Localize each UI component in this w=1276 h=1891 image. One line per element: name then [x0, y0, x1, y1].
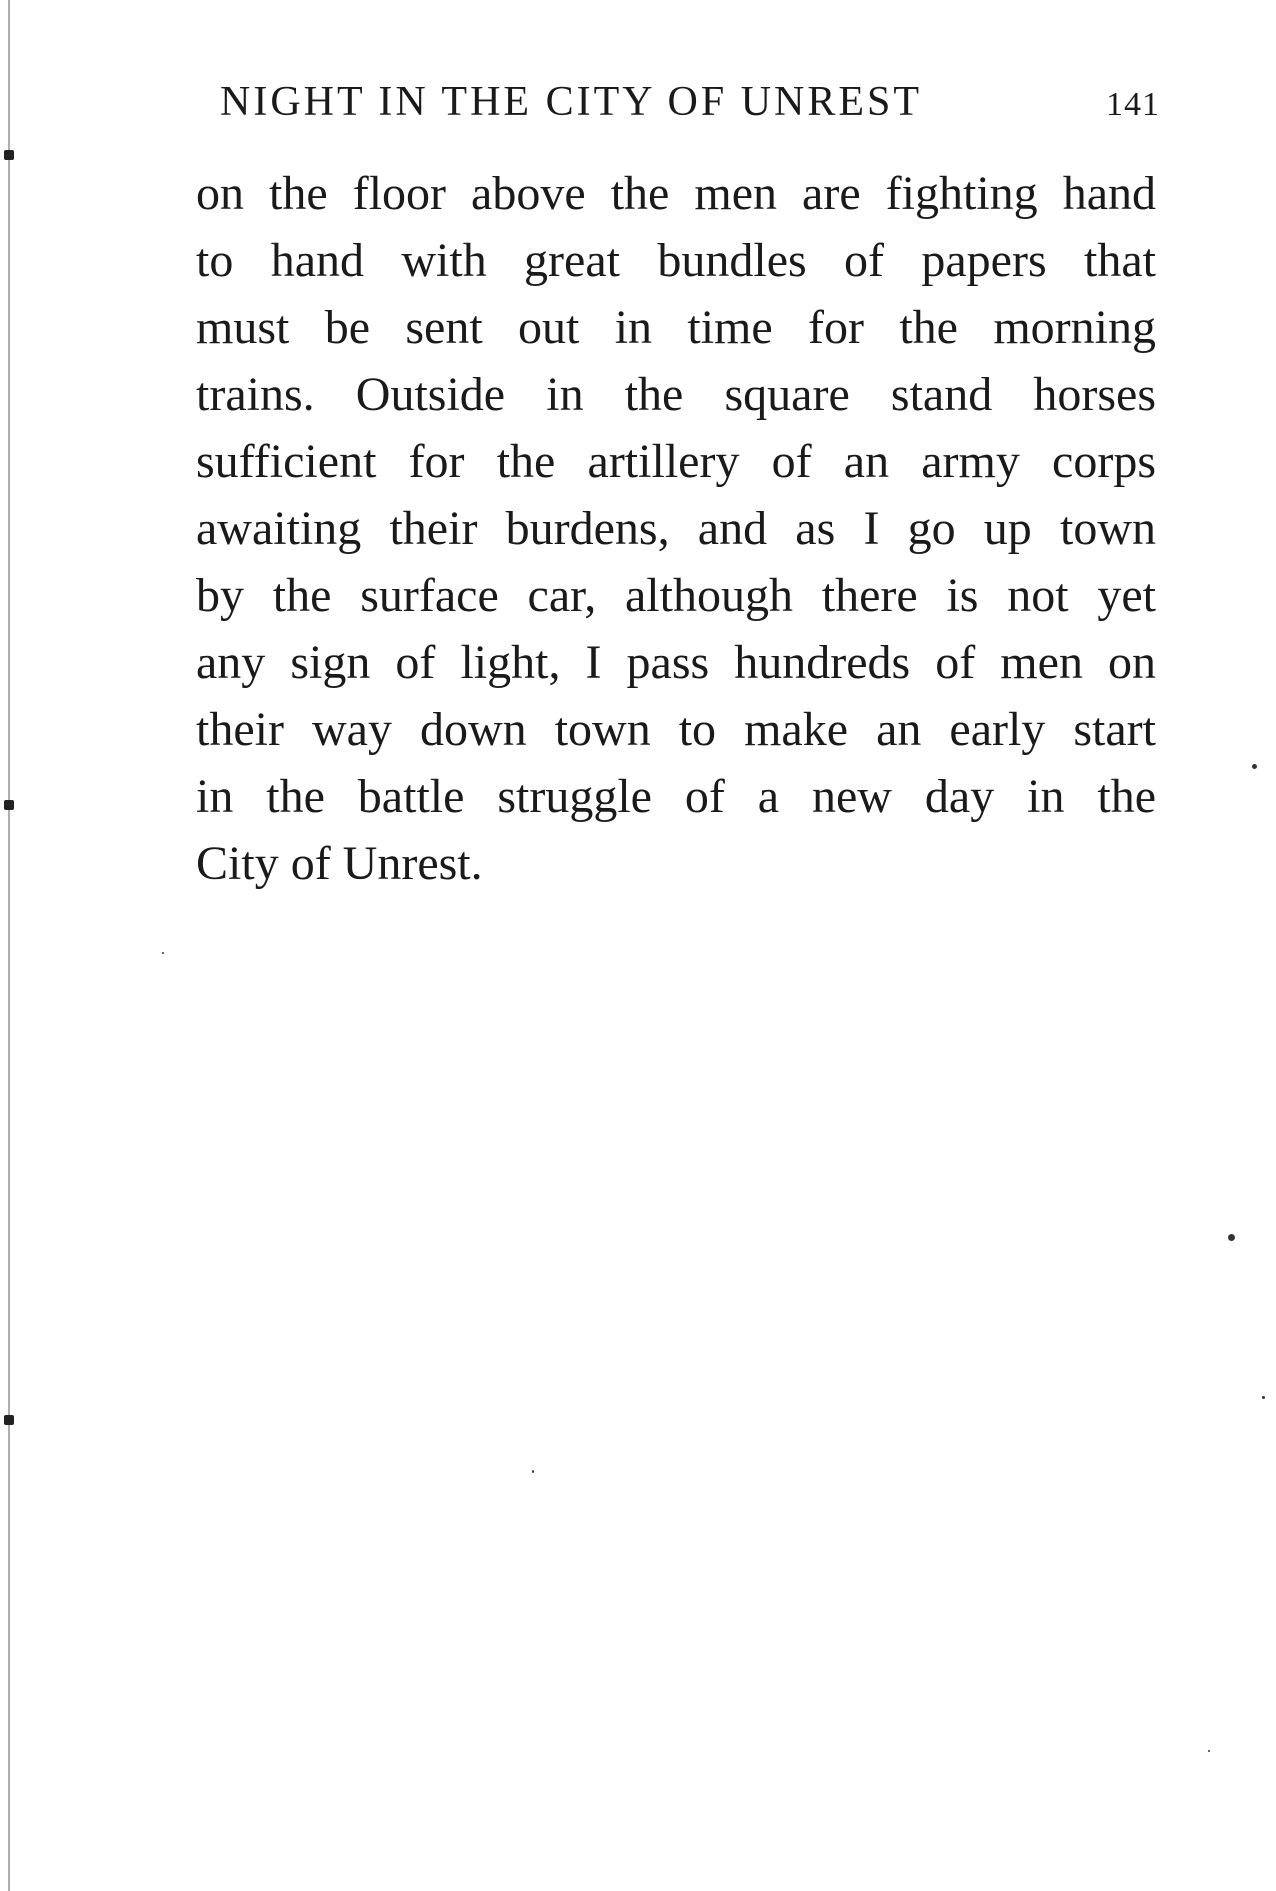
paper-speck [1252, 764, 1257, 769]
text-line: in the battle struggle of a new day in the [196, 770, 1156, 823]
binding-mark [4, 1415, 14, 1425]
text-line: sufficient for the artillery of an army corps [196, 435, 1156, 488]
paper-speck [532, 1470, 534, 1473]
paper-speck [162, 952, 164, 954]
text-line: any sign of light, I pass hundreds of men on [196, 636, 1156, 689]
text-line: their way down town to make an early start [196, 703, 1156, 756]
text-line: by the surface car, although there is not yet [196, 569, 1156, 622]
body-paragraph [196, 160, 1156, 897]
paper-speck [1208, 1750, 1210, 1752]
text-line: to hand with great bundles of papers that [196, 234, 1156, 287]
running-head [220, 78, 1160, 128]
running-head-title: NIGHT IN THE CITY OF UNREST [220, 79, 923, 125]
page-number: 141 [1106, 86, 1160, 123]
text-line: City of Unrest. [196, 837, 483, 890]
text-line: must be sent out in time for the morning [196, 301, 1156, 354]
binding-edge [8, 0, 10, 1891]
binding-mark [4, 150, 14, 160]
paper-speck [1262, 1396, 1265, 1399]
paper-speck [1228, 1234, 1235, 1241]
binding-mark [4, 800, 14, 810]
text-line: awaiting their burdens, and as I go up town [196, 502, 1156, 555]
text-line: on the floor above the men are fighting hand [196, 167, 1156, 220]
text-line: trains. Outside in the square stand horses [196, 368, 1156, 421]
